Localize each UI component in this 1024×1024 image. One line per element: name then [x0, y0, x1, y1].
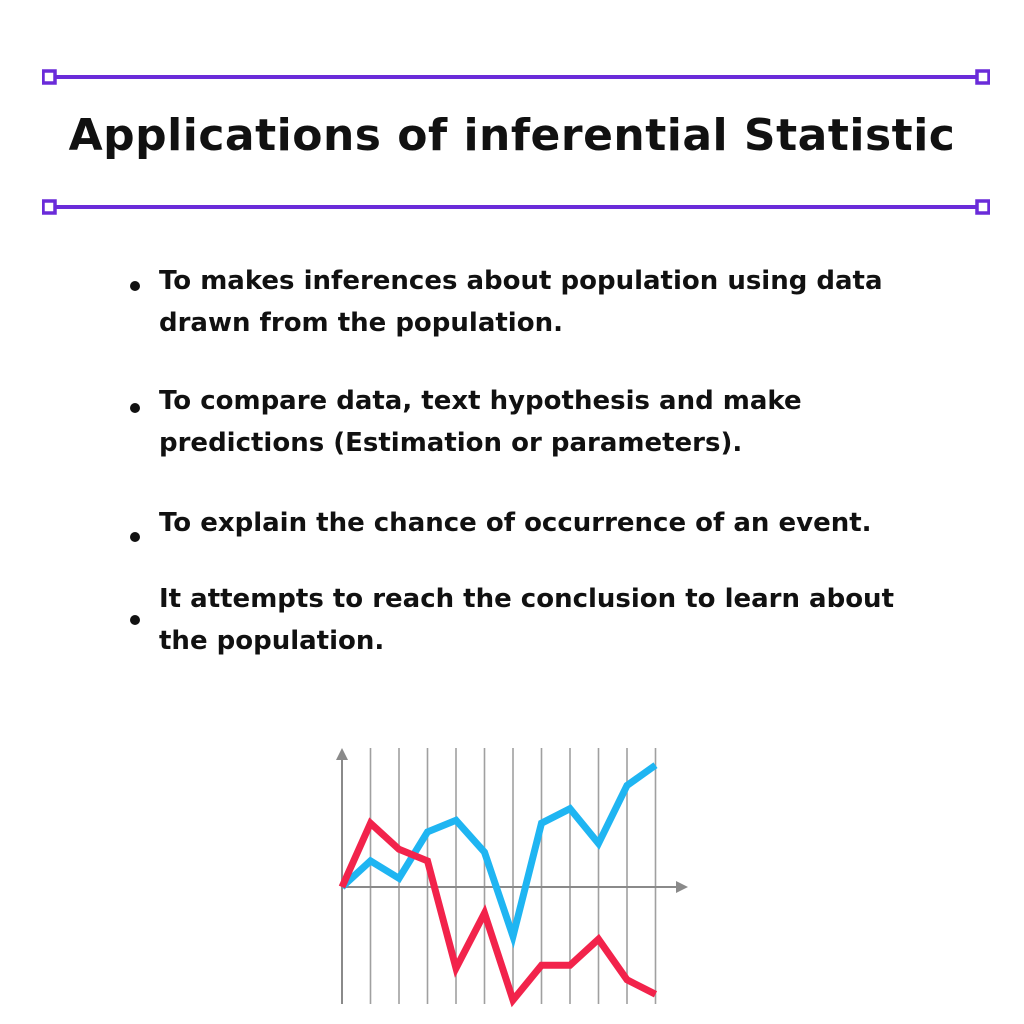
- y-axis-arrow-icon: [336, 748, 348, 760]
- divider-end-handle-left: [43, 201, 55, 213]
- bottom-divider: [42, 199, 990, 215]
- chart-series-line-red: [342, 823, 656, 1000]
- list-item-text: To makes inferences about population using data drawn from the population.: [159, 266, 883, 338]
- bullet-dot-icon: [130, 281, 140, 291]
- divider-end-handle-right: [977, 201, 989, 213]
- divider-end-handle-right: [977, 71, 989, 83]
- bullet-dot-icon: [130, 403, 140, 413]
- list-item-text: It attempts to reach the conclusion to learn about the population.: [159, 584, 894, 656]
- page-title: Applications of inferential Statistic: [68, 110, 956, 161]
- chart-series-line-blue: [342, 765, 656, 936]
- chart-gridlines: [371, 748, 656, 1004]
- divider-end-handle-left: [43, 71, 55, 83]
- bullet-dot-icon: [130, 615, 140, 625]
- top-divider: [42, 69, 990, 85]
- x-axis-arrow-icon: [676, 881, 688, 893]
- line-chart: [320, 740, 700, 1010]
- line-chart-illustration: [320, 740, 700, 1010]
- list-item-text: To explain the chance of occurrence of an event.: [159, 508, 872, 538]
- list-item-text: To compare data, text hypothesis and make predictions (Estimation or parameters).: [159, 386, 802, 458]
- bullet-dot-icon: [130, 532, 140, 542]
- chart-series: [342, 765, 656, 1000]
